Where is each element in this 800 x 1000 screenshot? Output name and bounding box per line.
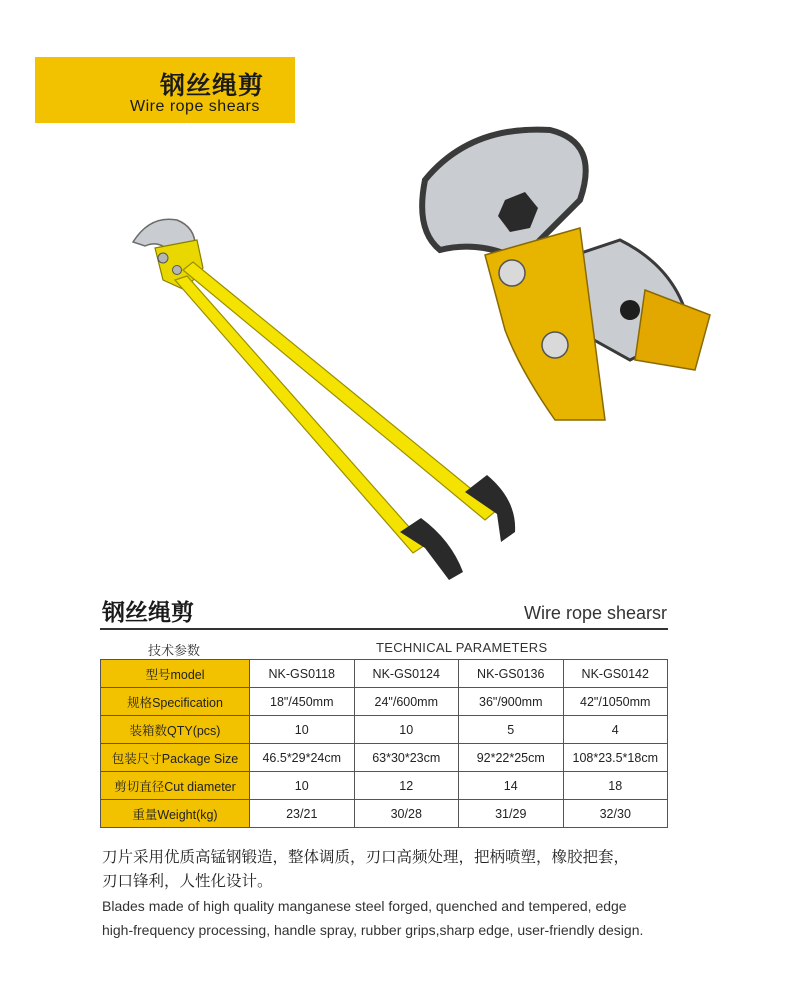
- description-en-line: Blades made of high quality manganese steel forged, quenched and tempered, edge: [102, 898, 627, 914]
- description-en: [102, 894, 702, 942]
- row-header: 规格Specification: [101, 688, 250, 716]
- table-cell: 42"/1050mm: [563, 688, 668, 716]
- table-row: [101, 716, 668, 744]
- table-cell: 108*23.5*18cm: [563, 744, 668, 772]
- closeup-cut-edge: [635, 290, 710, 370]
- table-row: [101, 660, 668, 688]
- handle-lower: [175, 276, 425, 553]
- table-row: [101, 744, 668, 772]
- jaw-closeup-image: [410, 120, 720, 430]
- row-header: 重量Weight(kg): [101, 800, 250, 828]
- table-cell: 23/21: [250, 800, 355, 828]
- table-cell: 12: [354, 772, 459, 800]
- tech-params-label-cn: 技术参数: [148, 643, 201, 658]
- table-cell: 10: [250, 716, 355, 744]
- row-header: 装箱数QTY(pcs): [101, 716, 250, 744]
- page-title-en: Wire rope shears: [130, 98, 260, 115]
- description-en-line: high-frequency processing, handle spray, rubber grips,sharp edge, user-friendly design.: [102, 922, 644, 938]
- page-title-cn: 钢丝绳剪: [160, 72, 265, 100]
- spec-title-cn: 钢丝绳剪: [102, 599, 194, 625]
- pivot-bolt: [158, 253, 168, 263]
- table-cell: 4: [563, 716, 668, 744]
- table-cell: 32/30: [563, 800, 668, 828]
- table-row: [101, 800, 668, 828]
- spec-title-en: Wire rope shearsr: [523, 603, 667, 623]
- closeup-bolt-top: [499, 260, 525, 286]
- divider: [100, 628, 668, 630]
- spec-table: [100, 659, 668, 828]
- table-cell: 30/28: [354, 800, 459, 828]
- row-header: 包装尺寸Package Size: [101, 744, 250, 772]
- table-cell: 63*30*23cm: [354, 744, 459, 772]
- pivot-bolt-2: [173, 266, 182, 275]
- table-cell: NK-GS0136: [459, 660, 564, 688]
- table-cell: 14: [459, 772, 564, 800]
- table-cell: 92*22*25cm: [459, 744, 564, 772]
- table-row: [101, 772, 668, 800]
- table-cell: 18: [563, 772, 668, 800]
- description-cn-line: 刀片采用优质高锰钢锻造，整体调质，刃口高频处理，把柄喷塑，橡胶把套，: [102, 849, 630, 866]
- row-header: 剪切直径Cut diameter: [101, 772, 250, 800]
- description-cn: [102, 846, 682, 894]
- table-cell: 10: [250, 772, 355, 800]
- closeup-bolt-dark: [620, 300, 640, 320]
- table-cell: NK-GS0118: [250, 660, 355, 688]
- table-cell: 18"/450mm: [250, 688, 355, 716]
- table-cell: 10: [354, 716, 459, 744]
- table-cell: 31/29: [459, 800, 564, 828]
- description-cn-line: 刃口锋利，人性化设计。: [102, 873, 273, 890]
- row-header: 型号model: [101, 660, 250, 688]
- table-cell: NK-GS0124: [354, 660, 459, 688]
- table-row: [101, 688, 668, 716]
- table-cell: 5: [459, 716, 564, 744]
- table-cell: NK-GS0142: [563, 660, 668, 688]
- closeup-bolt-mid: [542, 332, 568, 358]
- table-cell: 36"/900mm: [459, 688, 564, 716]
- tech-params-label-en: TECHNICAL PARAMETERS: [376, 640, 548, 655]
- table-cell: 46.5*29*24cm: [250, 744, 355, 772]
- table-cell: 24"/600mm: [354, 688, 459, 716]
